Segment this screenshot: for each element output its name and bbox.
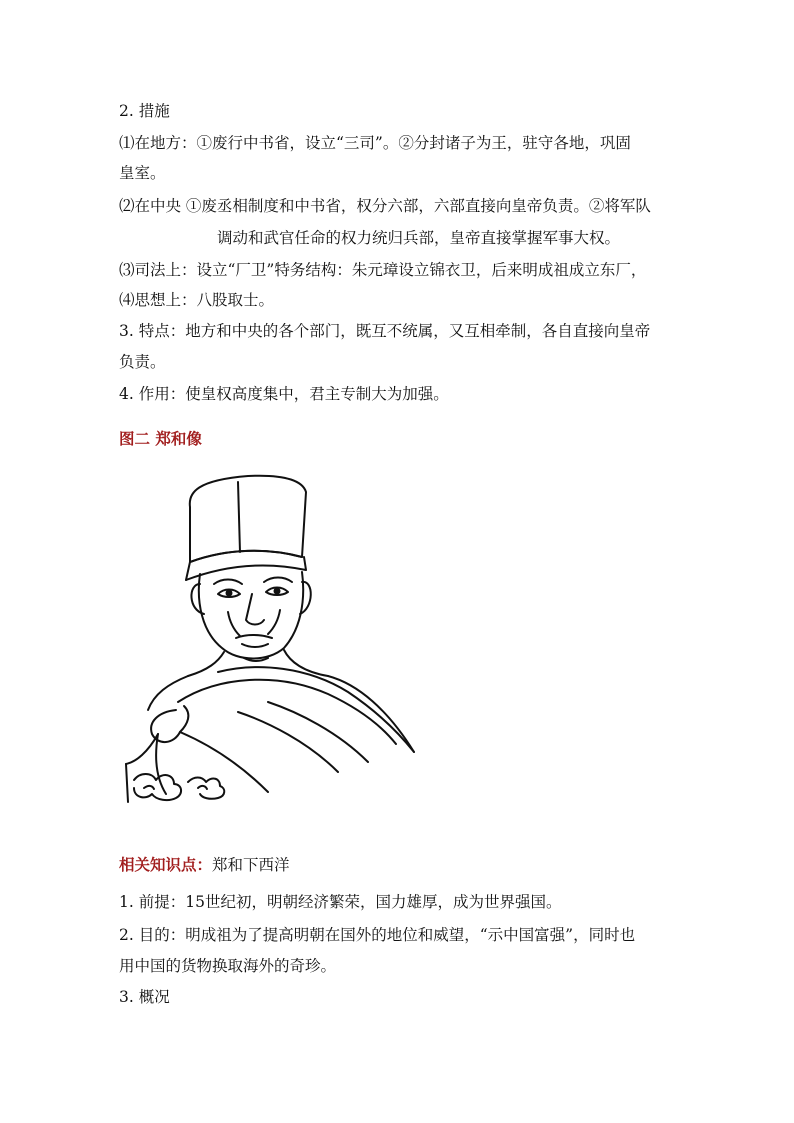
local-measures-line1: ⑴在地方：①废行中书省，设立“三司”。②分封诸子为王，驻守各地，巩固 — [119, 134, 631, 152]
judicial-measures: ⑶司法上：设立“厂卫”特务结构：朱元璋设立锦衣卫，后来明成祖成立东厂， — [119, 261, 647, 279]
premise-line: 1. 前提：15世纪初，明朝经济繁荣，国力雄厚，成为世界强国。 — [119, 893, 562, 911]
central-measures-line1: ⑵在中央 ①废丞相制度和中书省，权分六部，六部直接向皇帝负责。②将军队 — [119, 197, 651, 215]
related-knowledge-heading — [119, 855, 290, 875]
overview-heading: 3. 概况 — [119, 988, 170, 1006]
ideology-measures: ⑷思想上：八股取士。 — [119, 291, 275, 309]
purpose-line2: 用中国的货物换取海外的奇珍。 — [119, 957, 337, 975]
related-knowledge-title: 郑和下西洋 — [212, 856, 290, 874]
figure-caption: 图二 郑和像 — [119, 429, 202, 448]
related-knowledge-label: 相关知识点： — [119, 855, 213, 874]
zheng-he-portrait — [118, 462, 418, 812]
features-line1: 3. 特点：地方和中央的各个部门，既互不统属，又互相牵制，各自直接向皇帝 — [119, 322, 651, 340]
purpose-line1: 2. 目的：明成祖为了提高明朝在国外的地位和威望，“示中国富强”，同时也 — [119, 926, 636, 944]
effect-line: 4. 作用：使皇权高度集中，君主专制大为加强。 — [119, 385, 449, 403]
local-measures-line2: 皇室。 — [119, 164, 166, 182]
measures-heading: 2. 措施 — [119, 102, 170, 120]
central-measures-line2: 调动和武官任命的权力统归兵部，皇帝直接掌握军事大权。 — [217, 229, 621, 247]
features-line2: 负责。 — [119, 353, 166, 371]
